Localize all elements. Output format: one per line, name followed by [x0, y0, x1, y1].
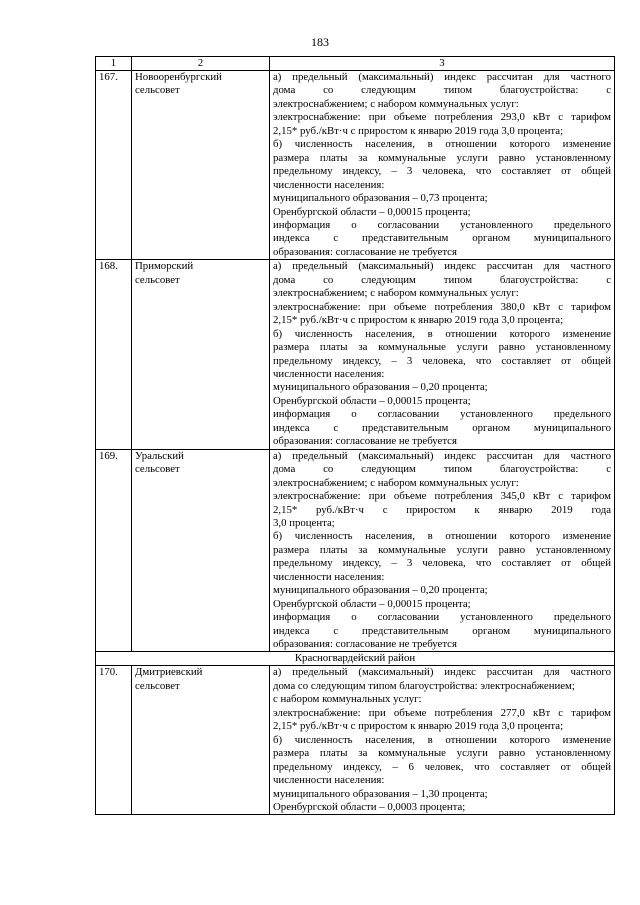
text-line: б) численность населения, в отношении которого изменение [273, 530, 611, 543]
text-line: электроснабжением; с набором коммунальных услуг: [273, 97, 519, 110]
text-line: б) численность населения, в отношении которого изменение [273, 327, 611, 340]
text-line: численности населения: [273, 367, 385, 380]
municipality-name-line: Уральский [135, 449, 184, 462]
column-header-2: 2 [132, 57, 270, 71]
municipality-name-line: сельсовет [135, 273, 180, 286]
text-line: индекса с представительным органом муниципального [273, 421, 611, 434]
municipality-name [132, 260, 270, 449]
text-line: дома со следующим типом благоустройства: с [273, 463, 611, 476]
column-header-1: 1 [96, 57, 132, 71]
text-line: информация о согласовании установленного предельного [273, 408, 611, 421]
table-row [96, 260, 615, 449]
text-line: электроснабжением; с набором коммунальных услуг: [273, 476, 519, 489]
text-line: 2,15* руб./кВт·ч с приростом к январю 2019 года 3,0 процента; [273, 124, 564, 137]
text-line: размера платы за коммунальные услуги равно установленному [273, 341, 611, 354]
table-row [96, 71, 615, 260]
text-line: информация о согласовании установленного предельного [273, 218, 611, 231]
text-line: муниципального образования – 0,73 процента; [273, 192, 488, 205]
text-line: предельному индексу, – 6 человек, что составляет от общей [273, 760, 611, 773]
municipality-name [132, 666, 270, 815]
text-line: 2,15* руб./кВт·ч с приростом к январю 2019 года [273, 503, 611, 516]
text-line: численности населения: [273, 570, 385, 583]
text-line: а) предельный (максимальный) индекс рассчитан для частного [273, 71, 611, 83]
text-line: дома со следующим типом благоустройства: с [273, 273, 611, 286]
text-line: размера платы за коммунальные услуги равно установленному [273, 543, 611, 556]
text-line: Оренбургской области – 0,00015 процента; [273, 394, 471, 407]
district-name: Красногвардейский район [96, 652, 615, 666]
text-line: предельному индексу, – 3 человека, что составляет от общей [273, 354, 611, 367]
municipality-name-line: сельсовет [135, 679, 180, 692]
text-line: индекса с представительным органом муниципального [273, 624, 611, 637]
text-line: а) предельный (максимальный) индекс рассчитан для частного [273, 260, 611, 273]
text-line: образования: согласование не требуется [273, 245, 457, 258]
index-description [270, 449, 615, 652]
text-line: 2,15* руб./кВт·ч с приростом к январю 2019 года 3,0 процента; [273, 720, 564, 733]
table-row [96, 449, 615, 652]
text-line: электроснабжение: при объеме потребления 277,0 кВт с тарифом [273, 706, 611, 719]
district-row [96, 652, 615, 666]
municipality-name-line: сельсовет [135, 463, 180, 476]
text-line: Оренбургской области – 0,00015 процента; [273, 597, 471, 610]
text-line: электроснабжение: при объеме потребления 293,0 кВт с тарифом [273, 111, 611, 124]
text-line: муниципального образования – 0,20 процента; [273, 584, 488, 597]
table-row [96, 666, 615, 815]
table-body [96, 71, 615, 815]
text-line: муниципального образования – 1,30 процента; [273, 787, 488, 800]
row-number: 168. [96, 260, 132, 449]
municipality-name [132, 71, 270, 260]
text-line: индекса с представительным органом муниципального [273, 232, 611, 245]
page-number: 183 [311, 35, 329, 49]
row-number: 169. [96, 449, 132, 652]
municipality-name-line: Приморский [135, 260, 194, 273]
text-line: размера платы за коммунальные услуги равно установленному [273, 151, 611, 164]
text-line: размера платы за коммунальные услуги равно установленному [273, 747, 611, 760]
document-table [95, 56, 615, 815]
text-line: Оренбургской области – 0,0003 процента; [273, 801, 466, 814]
municipality-name-line: Дмитриевский [135, 666, 203, 679]
text-line: б) численность населения, в отношении которого изменение [273, 138, 611, 151]
header-row [96, 57, 615, 71]
text-line: образования: согласование не требуется [273, 638, 457, 651]
municipality-name-line: Новооренбургский [135, 71, 222, 83]
index-description [270, 71, 615, 260]
row-number: 167. [96, 71, 132, 260]
text-line: численности населения: [273, 774, 385, 787]
column-header-3: 3 [270, 57, 615, 71]
text-line: 3,0 процента; [273, 516, 335, 529]
row-number: 170. [96, 666, 132, 815]
text-line: электроснабжением; с набором коммунальных услуг: [273, 287, 519, 300]
text-line: предельному индексу, – 3 человека, что составляет от общей [273, 557, 611, 570]
text-line: 2,15* руб./кВт·ч с приростом к январю 2019 года 3,0 процента; [273, 314, 564, 327]
index-description [270, 260, 615, 449]
text-line: численности населения: [273, 178, 385, 191]
text-line: дома со следующим типом благоустройства: с [273, 84, 611, 97]
index-description [270, 666, 615, 815]
municipality-name [132, 449, 270, 652]
text-line: образования: согласование не требуется [273, 435, 457, 448]
text-line: а) предельный (максимальный) индекс рассчитан для частного [273, 666, 611, 679]
text-line: с набором коммунальных услуг: [273, 693, 422, 706]
text-line: а) предельный (максимальный) индекс рассчитан для частного [273, 449, 611, 462]
text-line: дома со следующим типом благоустройства: электроснабжением; [273, 679, 575, 692]
municipality-name-line: сельсовет [135, 84, 180, 97]
text-line: муниципального образования – 0,20 процента; [273, 381, 488, 394]
text-line: электроснабжение: при объеме потребления 345,0 кВт с тарифом [273, 490, 611, 503]
text-line: электроснабжение: при объеме потребления 380,0 кВт с тарифом [273, 300, 611, 313]
text-line: Оренбургской области – 0,00015 процента; [273, 205, 471, 218]
text-line: информация о согласовании установленного предельного [273, 611, 611, 624]
text-line: предельному индексу, – 3 человека, что составляет от общей [273, 165, 611, 178]
text-line: б) численность населения, в отношении которого изменение [273, 733, 611, 746]
